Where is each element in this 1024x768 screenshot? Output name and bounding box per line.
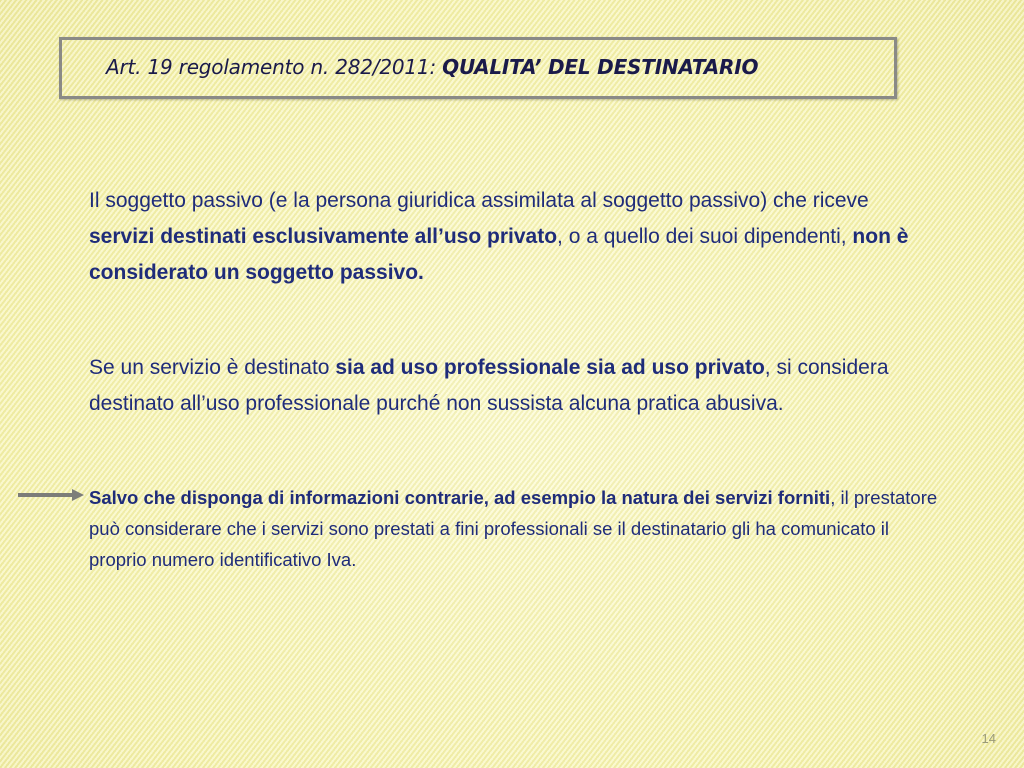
p1-bold-2: non è considerato un soggetto passivo.: [89, 225, 909, 284]
p1-text-1: Il soggetto passivo (e la persona giuridica assimilata al soggetto passivo) che riceve: [89, 189, 869, 212]
p2-bold-1: sia ad uso professionale sia ad uso privato: [335, 356, 765, 379]
title-prefix: Art. 19 regolamento n. 282/2011:: [106, 55, 443, 79]
title-emphasis: QUALITA’ DEL DESTINATARIO: [442, 55, 759, 79]
title-box: [59, 37, 897, 99]
p2-text-2: , si considera destinato all’uso professionale purché non sussista alcuna pratica abusiva.: [89, 356, 889, 415]
p3-bold-1: Salvo che disponga di informazioni contrarie, ad esempio la natura dei servizi forniti: [89, 487, 831, 508]
paragraph-2: [89, 350, 919, 422]
paragraph-3: [89, 482, 939, 575]
p3-text-1: , il prestatore può considerare che i servizi sono prestati a fini professionali se il destinatario gli ha comunicato il proprio numero identificativo Iva.: [89, 487, 938, 570]
p1-text-2: , o a quello dei suoi dipendenti,: [557, 225, 853, 248]
slide-title: [106, 55, 758, 79]
right-arrow-icon: [18, 488, 84, 502]
p2-text-1: Se un servizio è destinato: [89, 356, 336, 379]
paragraph-1: [89, 183, 919, 291]
page-number: 14: [981, 731, 996, 746]
p1-bold-1: servizi destinati esclusivamente all’uso privato: [89, 225, 558, 248]
